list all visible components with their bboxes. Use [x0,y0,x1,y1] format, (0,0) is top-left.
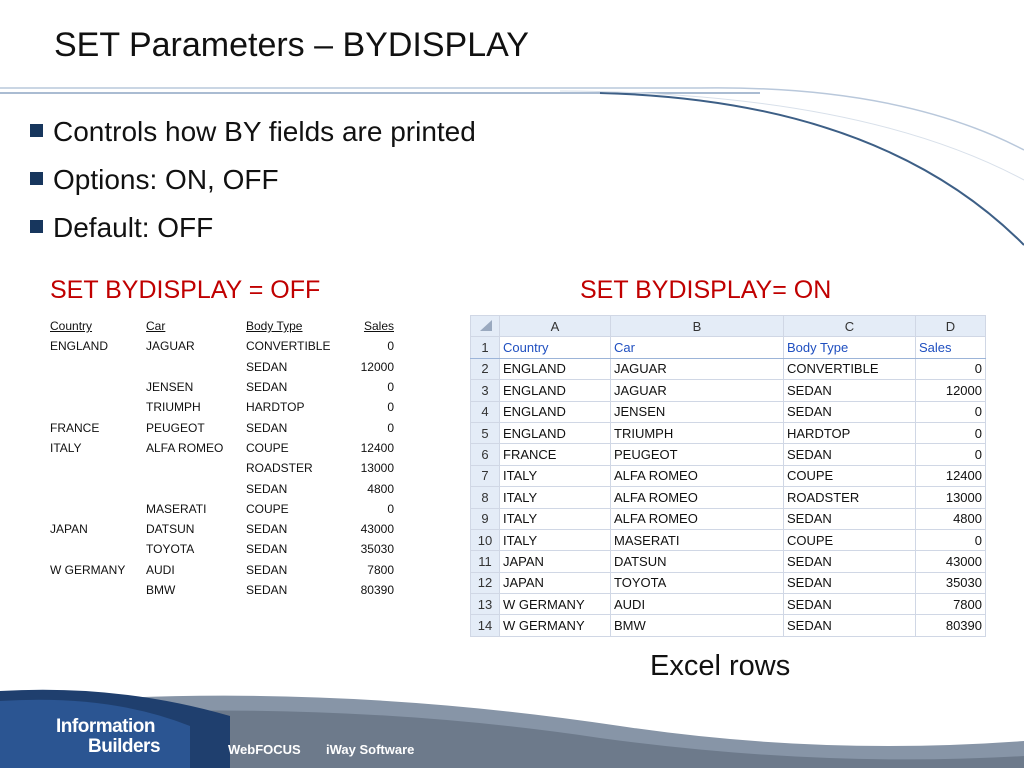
report-cell-body-type: SEDAN [246,481,288,496]
report-cell-sales: 35030 [360,542,394,557]
report-row [50,397,394,417]
excel-cell[interactable]: 0 [916,444,986,465]
report-cell-body-type: CONVERTIBLE [246,339,331,354]
report-row [50,560,394,580]
excel-cell[interactable]: COUPE [784,465,916,486]
report-cell-car: TOYOTA [146,542,195,557]
report-cell-car [146,478,246,498]
excel-cell[interactable]: ROADSTER [784,487,916,508]
excel-cell[interactable]: FRANCE [500,444,611,465]
excel-cell[interactable]: ENGLAND [500,422,611,443]
report-cell-body-type: SEDAN [246,420,288,435]
row-number[interactable]: 1 [471,337,500,358]
report-cell-sales: 43000 [360,522,394,537]
report-row [50,377,394,397]
excel-cell[interactable]: PEUGEOT [611,444,784,465]
excel-row [471,594,986,615]
report-cell-sales: 4800 [367,481,394,496]
select-all-corner[interactable] [471,316,500,337]
excel-cell[interactable]: CONVERTIBLE [784,358,916,379]
excel-grid [470,315,986,637]
report-cell-body-type: SEDAN [246,562,288,577]
excel-cell[interactable]: 7800 [916,594,986,615]
bullet-item [30,204,476,252]
row-number[interactable]: 14 [471,615,500,636]
report-row [50,499,394,519]
excel-cell[interactable]: MASERATI [611,529,784,550]
excel-cell[interactable]: 12000 [916,380,986,401]
bullet-item [30,156,476,204]
report-row [50,580,394,600]
excel-cell[interactable]: 13000 [916,487,986,508]
excel-cell[interactable]: W GERMANY [500,615,611,636]
excel-cell[interactable]: 12400 [916,465,986,486]
footer-product-webfocus: WebFOCUS [228,742,301,757]
excel-cell[interactable]: SEDAN [784,380,916,401]
report-cell-sales: 0 [387,420,394,435]
excel-cell[interactable]: 0 [916,401,986,422]
row-number[interactable]: 9 [471,508,500,529]
report-cell-country [50,357,146,377]
excel-row [471,465,986,486]
slide-title: SET Parameters – BYDISPLAY [54,26,529,64]
excel-cell[interactable]: DATSUN [611,551,784,572]
column-header-a[interactable]: A [500,316,611,337]
excel-cell[interactable]: ITALY [500,465,611,486]
report-cell-car: TRIUMPH [146,400,201,415]
information-builders-logo: Information [56,716,155,737]
report-row [50,336,394,356]
report-cell-body-type: COUPE [246,501,289,516]
bullet-item [30,108,476,156]
excel-cell[interactable]: W GERMANY [500,594,611,615]
report-cell-body-type: SEDAN [246,542,288,557]
bullet-square-icon [30,124,43,137]
report-cell-sales: 0 [387,400,394,415]
excel-cell[interactable]: ENGLAND [500,401,611,422]
report-cell-sales: 7800 [367,562,394,577]
report-cell-car: AUDI [146,562,175,577]
excel-cell[interactable]: SEDAN [784,551,916,572]
row-number[interactable]: 6 [471,444,500,465]
excel-cell[interactable]: Body Type [784,337,916,358]
report-cell-body-type: SEDAN [246,359,288,374]
report-cell-sales: 13000 [360,461,394,476]
excel-row [471,529,986,550]
report-cell-sales: 0 [387,380,394,395]
excel-cell[interactable]: ITALY [500,487,611,508]
report-cell-sales: 0 [387,339,394,354]
row-number[interactable]: 5 [471,422,500,443]
excel-cell[interactable]: SEDAN [784,401,916,422]
bullet-list [30,108,476,252]
report-row [50,417,394,437]
excel-cell[interactable]: 35030 [916,572,986,593]
excel-cell[interactable]: 43000 [916,551,986,572]
excel-cell[interactable]: 0 [916,422,986,443]
row-number[interactable]: 10 [471,529,500,550]
report-cell-country [50,580,146,600]
report-row [50,458,394,478]
report-header-row [50,316,394,336]
report-header-country: Country [50,319,93,334]
excel-cell[interactable]: TRIUMPH [611,422,784,443]
report-cell-body-type: COUPE [246,440,289,455]
excel-rows-caption: Excel rows [650,650,791,682]
report-cell-car: DATSUN [146,522,195,537]
excel-cell[interactable]: JAPAN [500,551,611,572]
report-header-body-type: Body Type [246,319,303,334]
report-cell-car: JAGUAR [146,339,195,354]
excel-cell[interactable]: SEDAN [784,508,916,529]
report-row [50,539,394,559]
bullet-text: Controls how BY fields are printed [53,116,476,147]
column-header-d[interactable]: D [916,316,986,337]
footer-product-iway: iWay Software [326,742,415,757]
row-number[interactable]: 12 [471,572,500,593]
excel-cell[interactable]: JAPAN [500,572,611,593]
report-row [50,438,394,458]
bullet-square-icon [30,172,43,185]
excel-cell[interactable]: JAGUAR [611,358,784,379]
excel-cell[interactable]: TOYOTA [611,572,784,593]
report-cell-country [50,397,146,417]
excel-row [471,380,986,401]
excel-cell[interactable]: ITALY [500,529,611,550]
report-cell-body-type: SEDAN [246,380,288,395]
report-cell-car: BMW [146,583,176,597]
excel-column-header-row [471,316,986,337]
report-row [50,357,394,377]
report-cell-sales: 12400 [360,440,394,455]
bullet-square-icon [30,220,43,233]
row-number[interactable]: 8 [471,487,500,508]
bullet-text: Default: OFF [53,212,214,243]
row-number[interactable]: 3 [471,380,500,401]
excel-row [471,572,986,593]
report-cell-body-type: SEDAN [246,522,288,537]
excel-cell[interactable]: HARDTOP [784,422,916,443]
excel-cell[interactable]: 0 [916,529,986,550]
excel-row [471,615,986,636]
report-cell-country: JAPAN [50,522,88,537]
report-header-car: Car [146,319,166,334]
excel-cell[interactable]: SEDAN [784,615,916,636]
report-cell-sales: 12000 [360,359,394,374]
information-builders-logo-line2: Builders [88,736,161,757]
excel-cell[interactable]: JENSEN [611,401,784,422]
report-cell-car: MASERATI [146,501,207,516]
excel-row [471,487,986,508]
report-cell-car: PEUGEOT [146,420,205,435]
row-number[interactable]: 7 [471,465,500,486]
excel-cell[interactable]: BMW [611,615,784,636]
report-cell-car: ALFA ROMEO [146,440,224,455]
report-cell-country: FRANCE [50,420,100,435]
report-cell-body-type: HARDTOP [246,400,305,415]
excel-cell[interactable]: ALFA ROMEO [611,508,784,529]
report-cell-body-type: ROADSTER [246,461,313,476]
select-all-triangle-icon [476,318,494,332]
report-cell-country: ENGLAND [50,339,109,354]
excel-row [471,422,986,443]
row-number[interactable]: 11 [471,551,500,572]
excel-cell[interactable]: 4800 [916,508,986,529]
excel-cell[interactable]: ALFA ROMEO [611,487,784,508]
excel-cell[interactable]: AUDI [611,594,784,615]
report-cell-sales: 0 [387,501,394,516]
report-cell-body-type: SEDAN [246,583,288,597]
excel-row [471,358,986,379]
excel-row [471,401,986,422]
report-cell-country: ITALY [50,440,82,455]
report-row [50,478,394,498]
column-header-b[interactable]: B [611,316,784,337]
report-cell-country [50,458,146,478]
report-cell-sales: 80390 [360,583,394,597]
excel-row [471,444,986,465]
excel-cell[interactable]: Country [500,337,611,358]
excel-cell[interactable]: COUPE [784,529,916,550]
report-cell-country: W GERMANY [50,562,126,577]
excel-cell[interactable]: Car [611,337,784,358]
report-cell-country [50,499,146,519]
report-cell-country [50,377,146,397]
column-header-c[interactable]: C [784,316,916,337]
row-number[interactable]: 4 [471,401,500,422]
bullet-text: Options: ON, OFF [53,164,279,195]
excel-cell[interactable]: Sales [916,337,986,358]
excel-cell[interactable]: ALFA ROMEO [611,465,784,486]
report-cell-car: JENSEN [146,380,194,395]
excel-cell[interactable]: SEDAN [784,572,916,593]
excel-row [471,508,986,529]
excel-cell[interactable]: ENGLAND [500,358,611,379]
excel-row [471,551,986,572]
report-header-sales: Sales [363,319,394,334]
excel-cell[interactable]: ENGLAND [500,380,611,401]
excel-row [471,337,986,358]
report-cell-car [146,357,246,377]
row-number[interactable]: 13 [471,594,500,615]
report-row [50,519,394,539]
excel-cell[interactable]: SEDAN [784,594,916,615]
report-cell-country [50,539,146,559]
excel-cell[interactable]: 80390 [916,615,986,636]
excel-cell[interactable]: SEDAN [784,444,916,465]
excel-cell[interactable]: JAGUAR [611,380,784,401]
excel-cell[interactable]: ITALY [500,508,611,529]
report-cell-car [146,458,246,478]
bydisplay-on-label: SET BYDISPLAY= ON [580,276,832,304]
report-cell-country [50,478,146,498]
excel-cell[interactable]: 0 [916,358,986,379]
bydisplay-off-label: SET BYDISPLAY = OFF [50,276,321,304]
report-off-table [50,316,394,600]
row-number[interactable]: 2 [471,358,500,379]
